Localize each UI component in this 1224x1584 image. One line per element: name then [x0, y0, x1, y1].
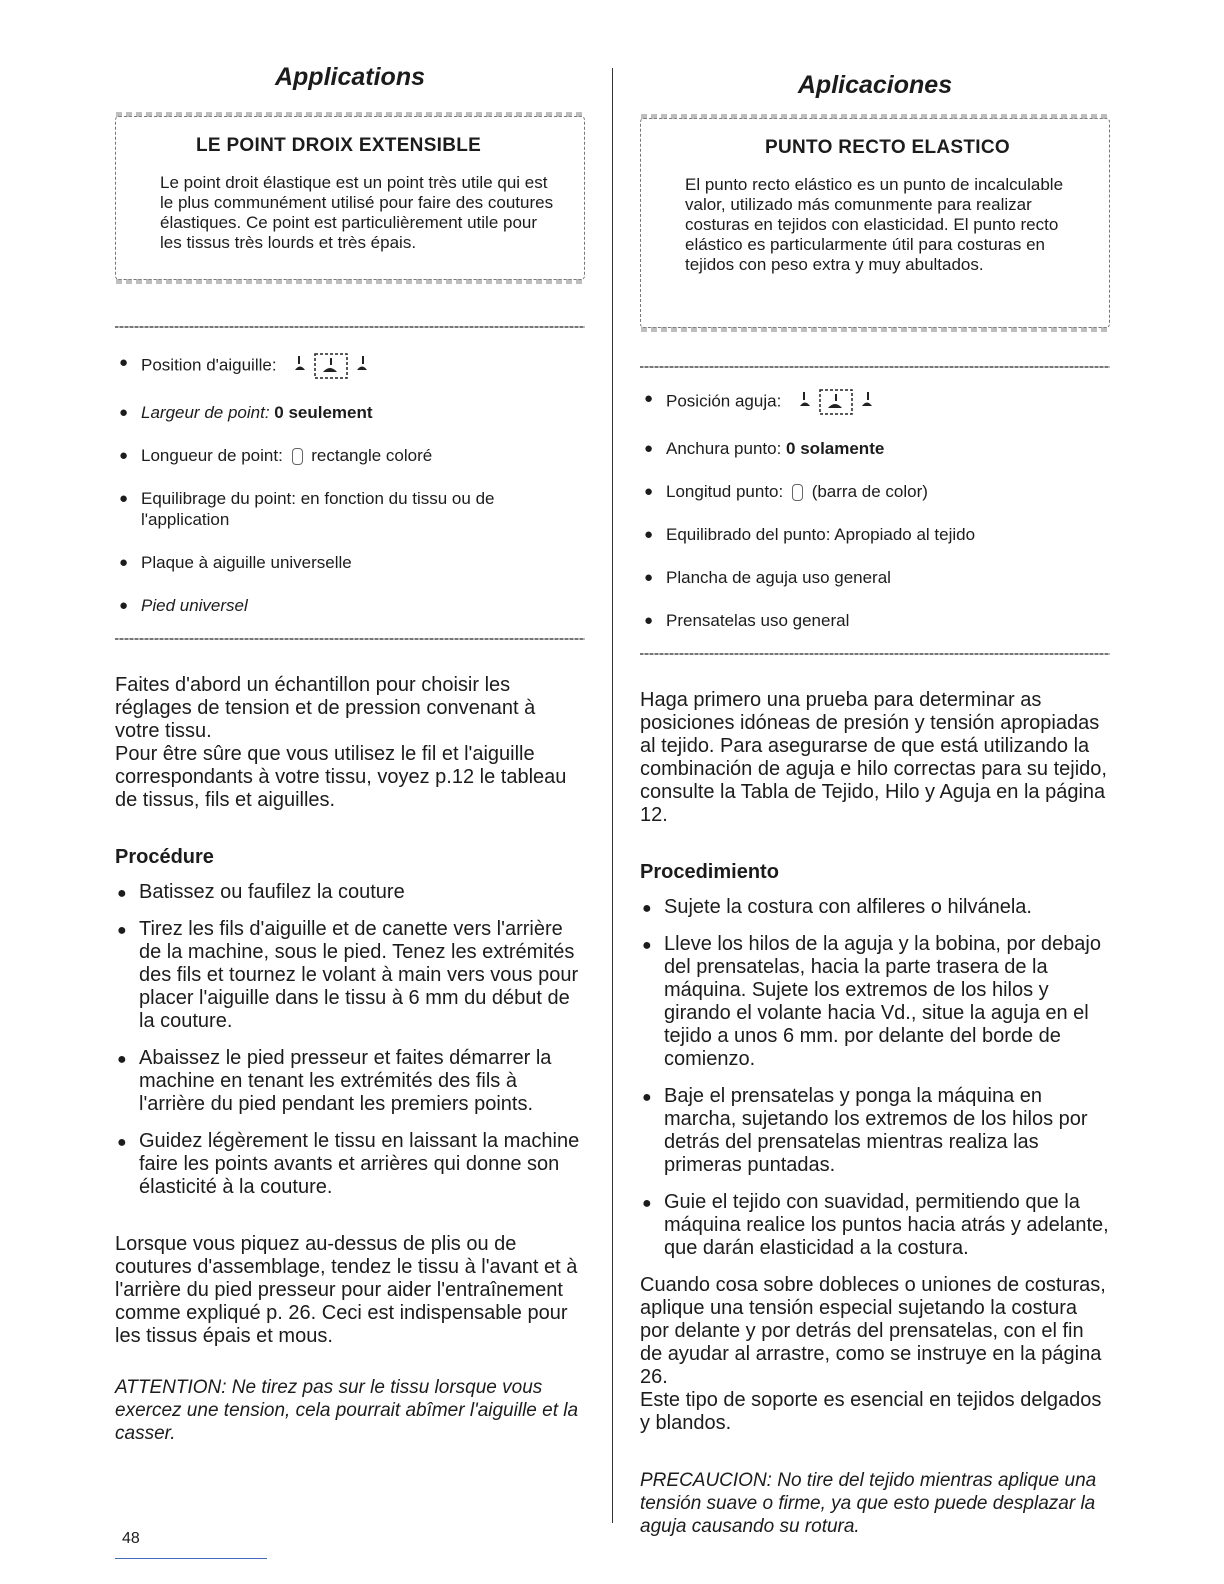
bullet-icon: ● — [117, 885, 127, 902]
spanish-steps — [640, 896, 1110, 1260]
bullet-icon: ● — [644, 390, 654, 407]
bullet-icon: ● — [119, 404, 129, 421]
list-item: ● Guidez légèrement le tissu en laissant la machine faire les points avants et arrières qui donne son élasticité à la couture. — [117, 1130, 580, 1198]
list-item: ● Baje el prensatelas y ponga la máquina en marcha, sujetando los extremos de los hilos por detrás del prensatelas mientras realiza las primeras puntadas. — [642, 1085, 1088, 1176]
top-rule — [640, 366, 1110, 368]
bullet-icon: ● — [117, 922, 127, 939]
bullet-icon: ● — [644, 440, 654, 457]
color-bar-icon — [792, 484, 803, 501]
setting-stitch-width: ● Largeur de point: 0 seulement — [119, 403, 373, 422]
setting-needle-plate: ● Plaque à aiguille universelle — [119, 553, 352, 572]
bottom-rule — [115, 638, 585, 640]
spanish-intro: Haga primero una prueba para determinar as posiciones idóneas de presión y tensión apropiadas al tejido. Para asegurarse de que está utilizando la combinación de aguja e hilo correctas para su tejido, consulte la Tabla de Tejido, Hilo y Aguja en la página 12. — [640, 689, 1107, 826]
list-item: ● Lleve los hilos de la aguja y la bobina, por debajo del prensatelas, hacia la parte trasera de la máquina. Sujete los extremos de los hilos y girando el volante hacia Vd., situe la aguja en el tejido a unos 6 mm. por delante del borde de comienzo. — [642, 933, 1101, 1070]
french-intro-2: Pour être sûre que vous utilisez le fil et l'aiguille correspondants à votre tissu, voyez p.12 le tableau de tissus, fils et aiguilles. — [115, 743, 567, 811]
bullet-icon: ● — [117, 1134, 127, 1151]
page-number: 48 — [122, 1530, 140, 1547]
french-column — [115, 60, 585, 1445]
spanish-procedure-title: Procedimiento — [640, 861, 779, 883]
list-item: ● Abaissez le pied presseur et faites démarrer la machine en tenant les extrémités des fils à l'arrière du pied pendant les premiers points. — [117, 1047, 552, 1115]
bullet-icon: ● — [642, 900, 652, 917]
french-heading: Applications — [274, 63, 425, 91]
top-rule — [115, 326, 585, 328]
bullet-icon: ● — [117, 1051, 127, 1068]
setting-balance: ● Equilibrado del punto: Apropiado al tejido — [644, 525, 976, 544]
spanish-note: Cuando cosa sobre dobleces o uniones de costuras, aplique una tensión especial sujetando la costura por delante y por detrás del prensatelas, con el fin de ayudar al arrastre, como se instruye en la página 26. — [640, 1274, 1106, 1388]
bullet-icon: ● — [119, 490, 129, 507]
bullet-icon: ● — [644, 569, 654, 586]
list-item: ● Sujete la costura con alfileres o hilvánela. — [642, 896, 1032, 918]
needle-position-icon — [794, 388, 884, 416]
french-intro: Faites d'abord un échantillon pour choisir les réglages de tension et de pression convenant à votre tissu. — [115, 674, 536, 742]
needle-position-icon — [289, 352, 379, 380]
french-box-title: LE POINT DROIX EXTENSIBLE — [196, 135, 482, 156]
bullet-icon: ● — [644, 483, 654, 500]
setting-balance: ● Equilibrage du point: en fonction du tissu ou de l'application — [119, 489, 495, 529]
bullet-icon: ● — [642, 1195, 652, 1212]
french-steps — [115, 881, 585, 1199]
setting-foot: ● Pied universel — [119, 596, 248, 615]
spanish-note-2: Este tipo de soporte es esencial en tejidos delgados y blandos. — [640, 1389, 1102, 1434]
setting-needle-position: ● Position d'aiguille: — [115, 352, 585, 380]
bullet-icon: ● — [642, 1089, 652, 1106]
bullet-icon: ● — [119, 554, 129, 571]
bullet-icon: ● — [644, 612, 654, 629]
page-underline — [115, 1558, 267, 1559]
column-divider — [612, 68, 613, 1523]
setting-stitch-width: ● Anchura punto: 0 solamente — [644, 439, 885, 458]
list-item: ● Batissez ou faufilez la couture — [117, 881, 405, 903]
color-bar-icon — [292, 448, 303, 465]
bottom-rule — [640, 653, 1110, 655]
spanish-settings — [640, 388, 1110, 631]
setting-foot: ● Prensatelas uso general — [644, 611, 850, 630]
french-settings — [115, 352, 585, 616]
spanish-box-title: PUNTO RECTO ELASTICO — [765, 137, 1010, 158]
setting-stitch-length: ● Longitud punto: (barra de color) — [644, 482, 928, 501]
setting-needle-plate: ● Plancha de aguja uso general — [644, 568, 891, 587]
bullet-icon: ● — [644, 526, 654, 543]
french-box-text: Le point droit élastique est un point très utile qui est le plus communément utilisé pour faire des coutures élastiques. Ce point est particulièrement utile pour les tissus très lourds et très épais. — [160, 173, 554, 252]
french-caution: ATTENTION: Ne tirez pas sur le tissu lorsque vous exercez une tension, cela pourrait abîmer l'aiguille et la casser. — [115, 1377, 579, 1444]
spanish-box-text: El punto recto elástico es un punto de incalculable valor, utilizado más comunmente para realizar costuras en tejidos con elasticidad. El punto recto elástico es particularmente útil para costuras en tejidos con peso extra y muy abultados. — [685, 175, 1064, 274]
list-item: ● Tirez les fils d'aiguille et de canette vers l'arrière de la machine, sous le pied. Tenez les extrémités des fils et tournez le volant à main vers vous pour placer l'aiguille dans le tissu à 6 mm du début de la couture. — [117, 918, 579, 1032]
french-info-box — [115, 116, 585, 280]
setting-stitch-length: ● Longueur de point: rectangle coloré — [119, 446, 433, 465]
spanish-heading: Aplicaciones — [797, 71, 953, 99]
spanish-info-box — [640, 118, 1110, 328]
spanish-column — [640, 60, 1110, 1538]
bullet-icon: ● — [119, 447, 129, 464]
french-note: Lorsque vous piquez au-dessus de plis ou de coutures d'assemblage, tendez le tissu à l'avant et à l'arrière du pied presseur pour aider l'entraînement comme expliqué p. 26. Ceci est indispensable pour les tissus épais et mous. — [115, 1233, 578, 1347]
list-item: ● Guie el tejido con suavidad, permitiendo que la máquina realice los puntos hacia atrás y adelante, que darán elasticidad a la costura. — [642, 1191, 1109, 1259]
setting-needle-position: ● Posición aguja: — [640, 388, 1110, 416]
french-procedure-title: Procédure — [115, 846, 214, 868]
bullet-icon: ● — [119, 354, 129, 371]
spanish-caution: PRECAUCION: No tire del tejido mientras aplique una tensión suave o firme, ya que esto puede desplazar la aguja causando su rotura. — [640, 1470, 1097, 1537]
bullet-icon: ● — [119, 597, 129, 614]
bullet-icon: ● — [642, 937, 652, 954]
